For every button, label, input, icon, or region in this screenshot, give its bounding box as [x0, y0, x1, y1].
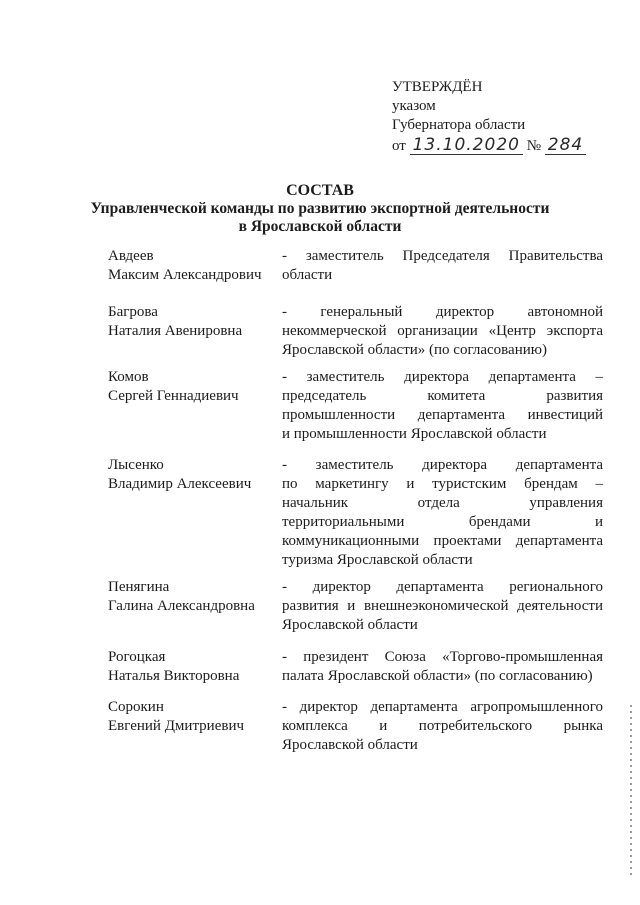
position-line: по маркетингу и туристским брендам – — [282, 476, 603, 492]
position-line: туризма Ярославской области — [282, 552, 473, 568]
position-line: - директор департамента регионального — [282, 579, 603, 595]
member-given-names: Наталия Авенировна — [108, 323, 243, 339]
position-line: палата Ярославской области» (по согласованию) — [282, 668, 593, 684]
member-position — [282, 648, 603, 686]
member-given-names: Наталья Викторовна — [108, 668, 240, 684]
member-name — [108, 303, 278, 341]
position-line: - генеральный директор автономной — [282, 304, 603, 320]
document-title: СОСТАВ — [286, 182, 354, 199]
position-line: Ярославской области — [282, 617, 418, 633]
approval-block — [392, 78, 586, 156]
member-position — [282, 368, 603, 444]
document-subtitle-line-2: в Ярославской области — [238, 218, 402, 235]
document-heading — [0, 182, 640, 236]
position-line: территориальными брендами и — [282, 514, 603, 530]
member-given-names: Евгений Дмитриевич — [108, 718, 245, 734]
position-line: некоммерческой организации «Центр экспорта — [282, 323, 603, 339]
approval-title: УТВЕРЖДЁН — [392, 79, 483, 95]
member-name — [108, 648, 278, 686]
member-name — [108, 247, 278, 285]
position-line: - президент Союза «Торгово-промышленная — [282, 649, 603, 665]
member-name — [108, 578, 278, 616]
approval-authority: Губернатора области — [392, 117, 526, 133]
position-line: и промышленности Ярославской области — [282, 426, 547, 442]
member-given-names: Галина Александровна — [108, 598, 255, 614]
number-sign: № — [526, 138, 542, 154]
position-line: Ярославской области» (по согласованию) — [282, 342, 547, 358]
position-line: - директор департамента агропромышленного — [282, 699, 603, 715]
position-line: - заместитель директора департамента – — [282, 369, 603, 385]
position-line: начальник отдела управления — [282, 495, 603, 511]
member-position — [282, 578, 603, 635]
date-prefix: от — [392, 138, 406, 154]
document-subtitle-line-1: Управленческой команды по развитию экспортной деятельности — [90, 200, 550, 217]
position-line: - заместитель Председателя Правительства — [282, 248, 603, 264]
member-name — [108, 698, 278, 736]
position-line: коммуникационными проектами департамента — [282, 533, 603, 549]
approval-date-line — [392, 136, 586, 156]
member-surname: Лысенко — [108, 457, 164, 473]
handwritten-number: 284 — [545, 136, 586, 155]
member-given-names: Владимир Алексеевич — [108, 476, 252, 492]
position-line: промышленности департамента инвестиций — [282, 407, 603, 423]
member-given-names: Максим Александрович — [108, 267, 262, 283]
member-surname: Пенягина — [108, 579, 170, 595]
position-line: Ярославской области — [282, 737, 418, 753]
approval-decree-label: указом — [392, 98, 436, 114]
scan-margin-mark — [630, 705, 632, 875]
position-line: председатель комитета развития — [282, 388, 603, 404]
position-line: развития и внешнеэкономической деятельности — [282, 598, 603, 614]
member-name — [108, 368, 278, 406]
position-line: области — [282, 267, 333, 283]
member-surname: Сорокин — [108, 699, 164, 715]
handwritten-date: 13.10.2020 — [410, 136, 523, 155]
position-line: комплекса и потребительского рынка — [282, 718, 603, 734]
member-position — [282, 247, 603, 285]
member-given-names: Сергей Геннадиевич — [108, 388, 239, 404]
member-position — [282, 303, 603, 360]
member-position — [282, 456, 603, 570]
member-surname: Авдеев — [108, 248, 154, 264]
member-surname: Багрова — [108, 304, 158, 320]
member-surname: Комов — [108, 369, 149, 385]
member-surname: Рогоцкая — [108, 649, 166, 665]
member-position — [282, 698, 603, 755]
position-line: - заместитель директора департамента — [282, 457, 603, 473]
member-name — [108, 456, 278, 494]
